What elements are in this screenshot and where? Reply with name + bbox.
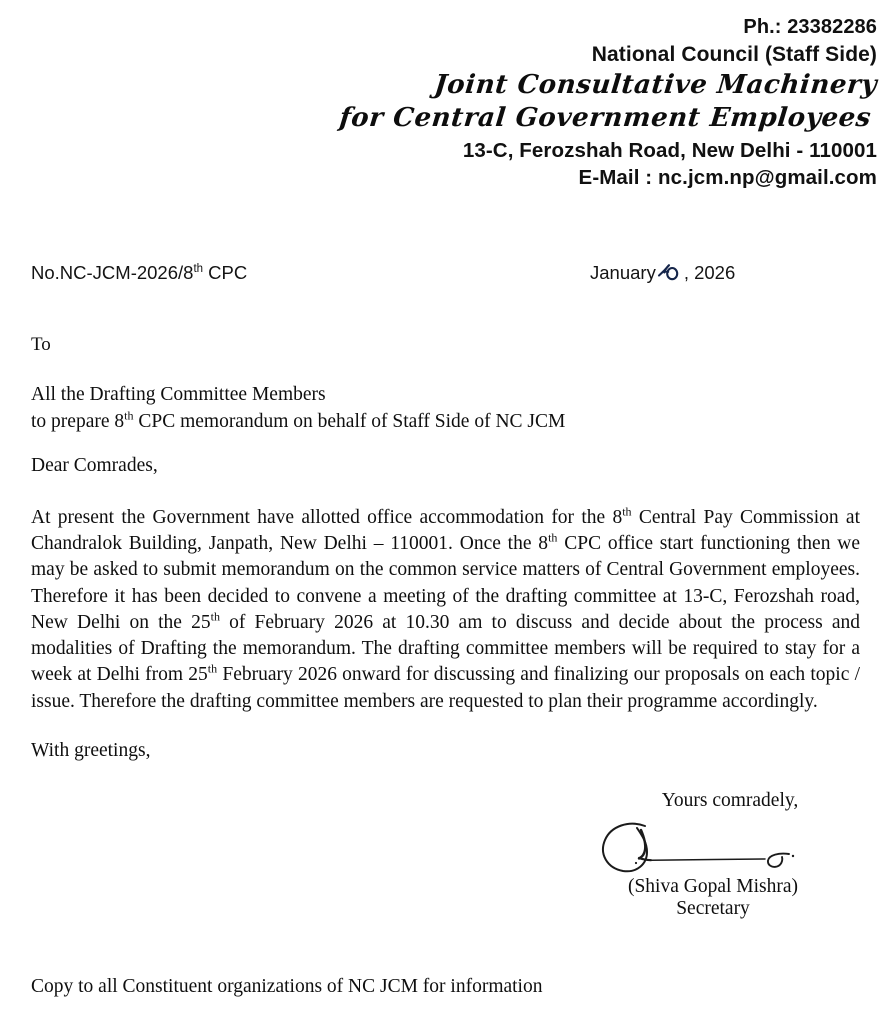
body-superscript-3: th [210, 609, 220, 624]
body-segment-1: At present the Government have allotted office accommodation for the 8 [31, 507, 623, 528]
handwritten-date-mark [656, 262, 684, 282]
copy-note: Copy to all Constituent organizations of NC JCM for information [31, 976, 543, 997]
body-superscript-1: th [622, 504, 632, 519]
to-label: To [31, 334, 51, 355]
body-segment-2: Central Pay Commission at Chandralok Building, Janpath, New Delhi – 110001. Once the 8 [31, 507, 861, 555]
letterhead-email: E-Mail : nc.jcm.np@gmail.com [578, 166, 877, 190]
reference-number-prefix: No.NC-JCM-2026/8 [31, 262, 194, 283]
letterhead-address: 13-C, Ferozshah Road, New Delhi - 110001 [462, 139, 877, 163]
body-paragraph [31, 505, 860, 715]
reference-number-superscript: th [193, 262, 204, 275]
letterhead-phone: Ph.: 23382286 [743, 16, 877, 38]
addressee-line-2-superscript: th [124, 408, 134, 423]
body-segment-5: February 2026 onward for discussing and finalizing our proposals on each topic / issue. Therefore the drafting committee members are requested to plan their programme accordingly. [31, 664, 860, 712]
addressee-block [31, 382, 565, 435]
addressee-line-2-prefix: to prepare 8 [31, 410, 125, 432]
reference-number [31, 262, 247, 284]
body-superscript-2: th [548, 530, 558, 545]
addressee-line-2 [31, 409, 565, 436]
body-segment-4: of February 2026 at 10.30 am to discuss and decide about the process and modalities of Drafting the memorandum. The drafting committee members will be required to stay for a week at Delhi from 25 [31, 611, 860, 686]
letterhead-script-line-2: for Central Government Employees [338, 102, 873, 133]
date-line [590, 262, 735, 284]
letterhead-organization: National Council (Staff Side) [591, 42, 877, 66]
closing-salutation: Yours comradely, [661, 790, 799, 811]
addressee-line-1: All the Drafting Committee Members [31, 384, 326, 405]
signature-block [560, 790, 860, 920]
letterhead [0, 14, 877, 192]
letterhead-script-line-1: Joint Consultative Machinery [432, 69, 879, 100]
handwritten-signature [558, 814, 860, 878]
reference-number-suffix: CPC [203, 262, 248, 283]
signatory-name: (Shiva Gopal Mishra) [627, 876, 799, 897]
addressee-line-2-suffix: CPC memorandum on behalf of Staff Side of NC JCM [133, 410, 566, 432]
reference-date-row [31, 262, 860, 292]
signatory-designation: Secretary [676, 898, 750, 919]
body-segment-3: CPC office start functioning then we may be asked to submit memorandum on the common service matters of Central Government employees. Therefore it has been decided to convene a meeting of the drafting committee at 13-C, Ferozshah road, New Delhi on the 25 [31, 533, 860, 633]
body-superscript-4: th [207, 661, 218, 676]
date-year: , 2026 [683, 262, 736, 283]
closing-greeting: With greetings, [31, 740, 151, 761]
salutation: Dear Comrades, [31, 455, 158, 476]
date-month: January [590, 262, 656, 283]
